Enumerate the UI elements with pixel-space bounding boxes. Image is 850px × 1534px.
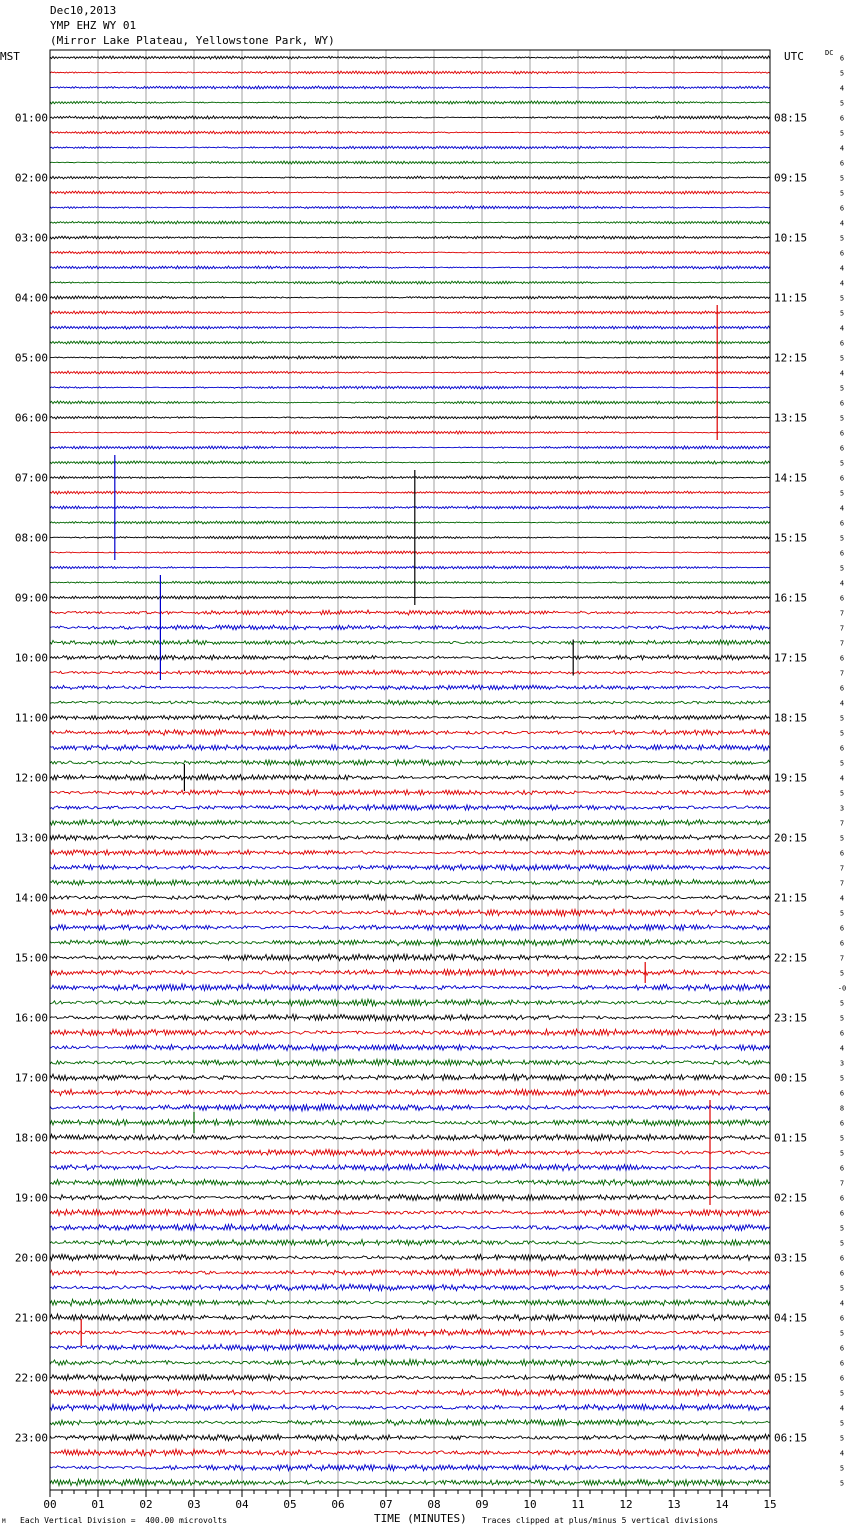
mst-hour-label: 09:00 xyxy=(14,591,48,605)
dc-offset-label: 7 xyxy=(839,624,845,633)
trace-row xyxy=(50,1209,770,1216)
dc-offset-label: 7 xyxy=(839,879,845,888)
mst-hour-label: 03:00 xyxy=(14,231,48,245)
dc-offset-label: 7 xyxy=(839,669,845,678)
x-tick-label: 01 xyxy=(91,1498,105,1511)
dc-offset-label: 8 xyxy=(839,1104,845,1113)
dc-offset-label: 6 xyxy=(839,549,845,558)
trace-row xyxy=(50,1299,770,1306)
trace-row xyxy=(50,1059,770,1066)
dc-offset-label: 4 xyxy=(839,324,845,333)
trace-row xyxy=(50,909,770,916)
dc-offset-label: 6 xyxy=(839,594,845,603)
trace-row xyxy=(50,1134,770,1141)
trace-row xyxy=(50,745,770,751)
dc-offset-label: 6 xyxy=(839,159,845,168)
x-tick-label: 15 xyxy=(763,1498,777,1511)
trace-row xyxy=(50,1149,770,1155)
dc-offset-label: 4 xyxy=(839,774,845,783)
dc-offset-label: 5 xyxy=(839,534,845,543)
trace-row xyxy=(50,1479,770,1486)
trace-row xyxy=(50,1089,770,1095)
event-spikes xyxy=(81,305,717,1346)
trace-row xyxy=(50,1284,770,1291)
dc-offset-label: 4 xyxy=(839,1044,845,1053)
utc-hour-label: 21:15 xyxy=(774,891,808,905)
dc-offset-label: 6 xyxy=(839,1374,845,1383)
dc-offset-label: 4 xyxy=(839,504,845,513)
x-axis-title: TIME (MINUTES) xyxy=(374,1512,467,1525)
trace-row xyxy=(50,1404,770,1411)
dc-offset-label: 5 xyxy=(839,909,845,918)
dc-offset-label: 6 xyxy=(839,519,845,528)
trace-row xyxy=(50,805,770,810)
trace-row xyxy=(50,1434,770,1441)
x-tick-label: 12 xyxy=(619,1498,633,1511)
dc-offset-label: 6 xyxy=(839,1269,845,1278)
trace-row xyxy=(50,371,770,374)
dc-offset-label: 6 xyxy=(839,54,845,63)
utc-hour-label: 23:15 xyxy=(774,1011,808,1025)
dc-offset-label: 5 xyxy=(839,384,845,393)
trace-row xyxy=(50,386,770,389)
trace-row xyxy=(50,640,770,645)
trace-row xyxy=(50,820,770,826)
trace-row xyxy=(50,834,770,840)
dc-offset-label: 6 xyxy=(839,429,845,438)
mst-hour-label: 08:00 xyxy=(14,531,48,545)
trace-row xyxy=(50,1464,770,1470)
trace-row xyxy=(50,1164,770,1171)
trace-row xyxy=(50,1194,770,1201)
dc-offset-label: 6 xyxy=(839,924,845,933)
trace-row xyxy=(50,715,770,719)
mst-hour-label: 19:00 xyxy=(14,1191,48,1205)
utc-hour-label: 12:15 xyxy=(774,351,808,365)
utc-hour-label: 19:15 xyxy=(774,771,808,785)
mst-hour-label: 14:00 xyxy=(14,891,48,905)
dc-offset-label: 6 xyxy=(839,1164,845,1173)
utc-hour-label: 09:15 xyxy=(774,171,808,185)
dc-offset-label: 6 xyxy=(839,474,845,483)
mst-hour-label: 21:00 xyxy=(14,1311,48,1325)
trace-row xyxy=(50,146,770,149)
trace-row xyxy=(50,625,770,630)
dc-offset-label: 5 xyxy=(839,99,845,108)
dc-offset-label: 5 xyxy=(839,129,845,138)
trace-row xyxy=(50,984,770,991)
trace-row xyxy=(50,610,770,615)
dc-offset-label: 5 xyxy=(839,309,845,318)
dc-offset-label: 4 xyxy=(839,894,845,903)
dc-offset-label: 5 xyxy=(839,69,845,78)
dc-offset-label: 5 xyxy=(839,189,845,198)
dc-offset-label: 5 xyxy=(839,969,845,978)
mst-hour-label: 18:00 xyxy=(14,1131,48,1145)
x-tick-label: 03 xyxy=(187,1498,201,1511)
trace-row xyxy=(50,1344,770,1350)
mst-hour-label: 12:00 xyxy=(14,771,48,785)
trace-row xyxy=(50,101,770,104)
trace-row xyxy=(50,221,770,224)
trace-row xyxy=(50,206,770,209)
dc-offset-label: 5 xyxy=(839,1284,845,1293)
mst-hour-label: 06:00 xyxy=(14,411,48,425)
clip-note: Traces clipped at plus/minus 5 vertical divisions xyxy=(482,1516,719,1525)
dc-offset-label: 6 xyxy=(839,114,845,123)
trace-row xyxy=(50,56,770,59)
trace-row xyxy=(50,461,770,464)
trace-row xyxy=(50,999,770,1006)
x-tick-label: 04 xyxy=(235,1498,249,1511)
x-tick-label: 08 xyxy=(427,1498,441,1511)
dc-offset-label: 6 xyxy=(839,1254,845,1263)
dc-offset-label: 5 xyxy=(839,459,845,468)
dc-offset-label: 6 xyxy=(839,249,845,258)
dc-offset-label: 6 xyxy=(839,1359,845,1368)
utc-hour-label: 17:15 xyxy=(774,651,808,665)
utc-hour-label: 03:15 xyxy=(774,1251,808,1265)
trace-row xyxy=(50,596,770,599)
trace-row xyxy=(50,1269,770,1276)
trace-row xyxy=(50,1239,770,1245)
dc-offset-label: 4 xyxy=(839,84,845,93)
utc-hour-label: 10:15 xyxy=(774,231,808,245)
dc-offset-label: -0 xyxy=(837,984,847,993)
trace-row xyxy=(50,1224,770,1231)
trace-row xyxy=(50,925,770,931)
trace-row xyxy=(50,1389,770,1396)
dc-offset-label: 6 xyxy=(839,1194,845,1203)
trace-row xyxy=(50,879,770,885)
utc-hour-label: 14:15 xyxy=(774,471,808,485)
utc-hour-label: 02:15 xyxy=(774,1191,808,1205)
mst-axis-title: MST xyxy=(0,50,20,63)
dc-offset-label: 5 xyxy=(839,1419,845,1428)
dc-offset-label: 5 xyxy=(839,834,845,843)
trace-row xyxy=(50,1329,770,1336)
dc-offset-label: 4 xyxy=(839,219,845,228)
trace-row xyxy=(50,1314,770,1321)
trace-row xyxy=(50,685,770,690)
mst-hour-label: 05:00 xyxy=(14,351,48,365)
trace-row xyxy=(50,236,770,239)
x-tick-label: 14 xyxy=(715,1498,729,1511)
trace-row xyxy=(50,116,770,119)
trace-row xyxy=(50,521,770,524)
trace-row xyxy=(50,760,770,766)
trace-row xyxy=(50,775,770,781)
trace-row xyxy=(50,1014,770,1021)
chart-station: YMP EHZ WY 01 xyxy=(50,19,137,32)
trace-row xyxy=(50,401,770,404)
dc-offset-label: 6 xyxy=(839,744,845,753)
dc-offset-label: 4 xyxy=(839,144,845,153)
dc-offset-label: 5 xyxy=(839,294,845,303)
trace-row xyxy=(50,176,770,179)
dc-offset-label: 7 xyxy=(839,639,845,648)
dc-offset-label: 5 xyxy=(839,1434,845,1443)
trace-row xyxy=(50,1029,770,1036)
dc-offset-label: 3 xyxy=(839,804,845,813)
trace-row xyxy=(50,491,770,494)
utc-axis-title: UTC xyxy=(784,50,804,63)
trace-row xyxy=(50,551,770,554)
utc-hour-label: 13:15 xyxy=(774,411,808,425)
dc-offset-label: 5 xyxy=(839,489,845,498)
trace-row xyxy=(50,939,770,945)
dc-offset-label: 4 xyxy=(839,369,845,378)
trace-row xyxy=(50,1074,770,1081)
trace-row xyxy=(50,655,770,660)
trace-row xyxy=(50,670,770,675)
dc-column-title: DC xyxy=(825,49,834,57)
utc-hour-label: 15:15 xyxy=(774,531,808,545)
dc-offset-label: 4 xyxy=(839,1404,845,1413)
chart-location: (Mirror Lake Plateau, Yellowstone Park, WY) xyxy=(50,34,335,47)
trace-row xyxy=(50,730,770,736)
utc-hour-label: 11:15 xyxy=(774,291,808,305)
utc-hour-label: 16:15 xyxy=(774,591,808,605)
dc-offset-label: 7 xyxy=(839,609,845,618)
trace-row xyxy=(50,446,770,449)
dc-offset-label: 7 xyxy=(839,1179,845,1188)
dc-offset-label: 6 xyxy=(839,1209,845,1218)
trace-row xyxy=(50,1044,770,1051)
dc-offset-label: 5 xyxy=(839,1389,845,1398)
x-tick-label: 07 xyxy=(379,1498,393,1511)
dc-offset-label: 5 xyxy=(839,1329,845,1338)
dc-offset-label: 4 xyxy=(839,264,845,273)
dc-offset-label: 5 xyxy=(839,759,845,768)
x-tick-label: 09 xyxy=(475,1498,489,1511)
dc-offset-label: 6 xyxy=(839,654,845,663)
utc-hour-label: 00:15 xyxy=(774,1071,808,1085)
trace-row xyxy=(50,266,770,269)
mst-hour-label: 13:00 xyxy=(14,831,48,845)
mst-hour-label: 20:00 xyxy=(14,1251,48,1265)
utc-hour-label: 05:15 xyxy=(774,1371,808,1385)
dc-offset-label: 5 xyxy=(839,414,845,423)
trace-row xyxy=(50,1179,770,1186)
dc-offset-label: 5 xyxy=(839,564,845,573)
utc-hour-label: 20:15 xyxy=(774,831,808,845)
x-tick-label: 06 xyxy=(331,1498,345,1511)
trace-row xyxy=(50,311,770,314)
x-tick-label: 13 xyxy=(667,1498,681,1511)
trace-row xyxy=(50,356,770,359)
chart-date: Dec10,2013 xyxy=(50,4,117,17)
mst-hour-label: 15:00 xyxy=(14,951,48,965)
dc-offset-label: 6 xyxy=(839,1314,845,1323)
dc-offset-label: 5 xyxy=(839,789,845,798)
trace-row xyxy=(50,71,770,74)
trace-row xyxy=(50,431,770,434)
dc-offset-label: 5 xyxy=(839,999,845,1008)
x-tick-label: 00 xyxy=(43,1498,57,1511)
dc-offset-label: 5 xyxy=(839,1014,845,1023)
dc-offset-label: 5 xyxy=(839,1074,845,1083)
dc-offset-label: 4 xyxy=(839,579,845,588)
dc-offset-label: 5 xyxy=(839,729,845,738)
trace-row xyxy=(50,191,770,194)
mst-hour-label: 23:00 xyxy=(14,1431,48,1445)
trace-row xyxy=(50,476,770,479)
x-tick-label: 02 xyxy=(139,1498,153,1511)
trace-row xyxy=(50,566,770,569)
dc-offset-label: 4 xyxy=(839,1449,845,1458)
mst-hour-label: 17:00 xyxy=(14,1071,48,1085)
trace-row xyxy=(50,251,770,254)
dc-offset-label: 7 xyxy=(839,954,845,963)
utc-hour-label: 01:15 xyxy=(774,1131,808,1145)
trace-row xyxy=(50,131,770,134)
x-tick-label: 11 xyxy=(571,1498,585,1511)
dc-offset-label: 7 xyxy=(839,819,845,828)
trace-row xyxy=(50,506,770,509)
dc-offset-label: 5 xyxy=(839,234,845,243)
dc-offset-label: 5 xyxy=(839,1464,845,1473)
x-axis xyxy=(43,1490,776,1511)
dc-offset-labels xyxy=(838,55,846,1488)
dc-offset-label: 6 xyxy=(839,1344,845,1353)
utc-hour-label: 22:15 xyxy=(774,951,808,965)
dc-offset-label: 6 xyxy=(839,339,845,348)
trace-row xyxy=(50,1374,770,1381)
trace-row xyxy=(50,1104,770,1111)
trace-row xyxy=(50,1119,770,1125)
trace-row xyxy=(50,536,770,539)
mst-hour-label: 11:00 xyxy=(14,711,48,725)
trace-row xyxy=(50,1254,770,1260)
dc-offset-label: 3 xyxy=(839,1059,845,1068)
trace-row xyxy=(50,281,770,284)
dc-offset-label: 6 xyxy=(839,684,845,693)
trace-row xyxy=(50,326,770,329)
trace-row xyxy=(50,581,770,584)
trace-row xyxy=(50,296,770,299)
mst-hour-label: 04:00 xyxy=(14,291,48,305)
trace-row xyxy=(50,849,770,855)
dc-offset-label: 5 xyxy=(839,1149,845,1158)
utc-hour-label: 04:15 xyxy=(774,1311,808,1325)
dc-offset-label: 5 xyxy=(839,1134,845,1143)
scale-note: Each Vertical Division = 400.00 microvolts xyxy=(20,1516,228,1525)
dc-offset-label: 5 xyxy=(839,1239,845,1248)
trace-row xyxy=(50,161,770,164)
trace-row xyxy=(50,865,770,871)
trace-row xyxy=(50,895,770,901)
trace-row xyxy=(50,1449,770,1456)
mst-hour-label: 22:00 xyxy=(14,1371,48,1385)
dc-offset-label: 5 xyxy=(839,174,845,183)
mst-hour-label: 16:00 xyxy=(14,1011,48,1025)
dc-offset-label: 5 xyxy=(839,1224,845,1233)
trace-row xyxy=(50,341,770,344)
trace-row xyxy=(50,416,770,419)
dc-offset-label: 4 xyxy=(839,699,845,708)
mst-hour-label: 01:00 xyxy=(14,111,48,125)
dc-offset-label: 6 xyxy=(839,204,845,213)
dc-offset-label: 6 xyxy=(839,1089,845,1098)
dc-offset-label: 6 xyxy=(839,399,845,408)
utc-hour-label: 08:15 xyxy=(774,111,808,125)
dc-offset-label: 4 xyxy=(839,1299,845,1308)
dc-offset-label: 4 xyxy=(839,279,845,288)
dc-offset-label: 6 xyxy=(839,1029,845,1038)
footer-mark: M xyxy=(2,1518,6,1525)
dc-offset-label: 6 xyxy=(839,849,845,858)
dc-offset-label: 6 xyxy=(839,939,845,948)
dc-offset-label: 5 xyxy=(839,354,845,363)
trace-row xyxy=(50,700,770,705)
mst-hour-label: 07:00 xyxy=(14,471,48,485)
trace-row xyxy=(50,1419,770,1425)
dc-offset-label: 6 xyxy=(839,444,845,453)
utc-hour-label: 18:15 xyxy=(774,711,808,725)
dc-offset-label: 6 xyxy=(839,1119,845,1128)
x-tick-label: 05 xyxy=(283,1498,297,1511)
trace-row xyxy=(50,790,770,796)
x-tick-label: 10 xyxy=(523,1498,537,1511)
trace-row xyxy=(50,1359,770,1365)
dc-offset-label: 5 xyxy=(839,1479,845,1488)
utc-hour-label: 06:15 xyxy=(774,1431,808,1445)
dc-offset-label: 5 xyxy=(839,714,845,723)
trace-row xyxy=(50,969,770,975)
trace-row xyxy=(50,86,770,89)
seismic-traces xyxy=(50,56,770,1486)
dc-offset-label: 7 xyxy=(839,864,845,873)
mst-hour-label: 10:00 xyxy=(14,651,48,665)
mst-hour-label: 02:00 xyxy=(14,171,48,185)
trace-row xyxy=(50,954,770,961)
